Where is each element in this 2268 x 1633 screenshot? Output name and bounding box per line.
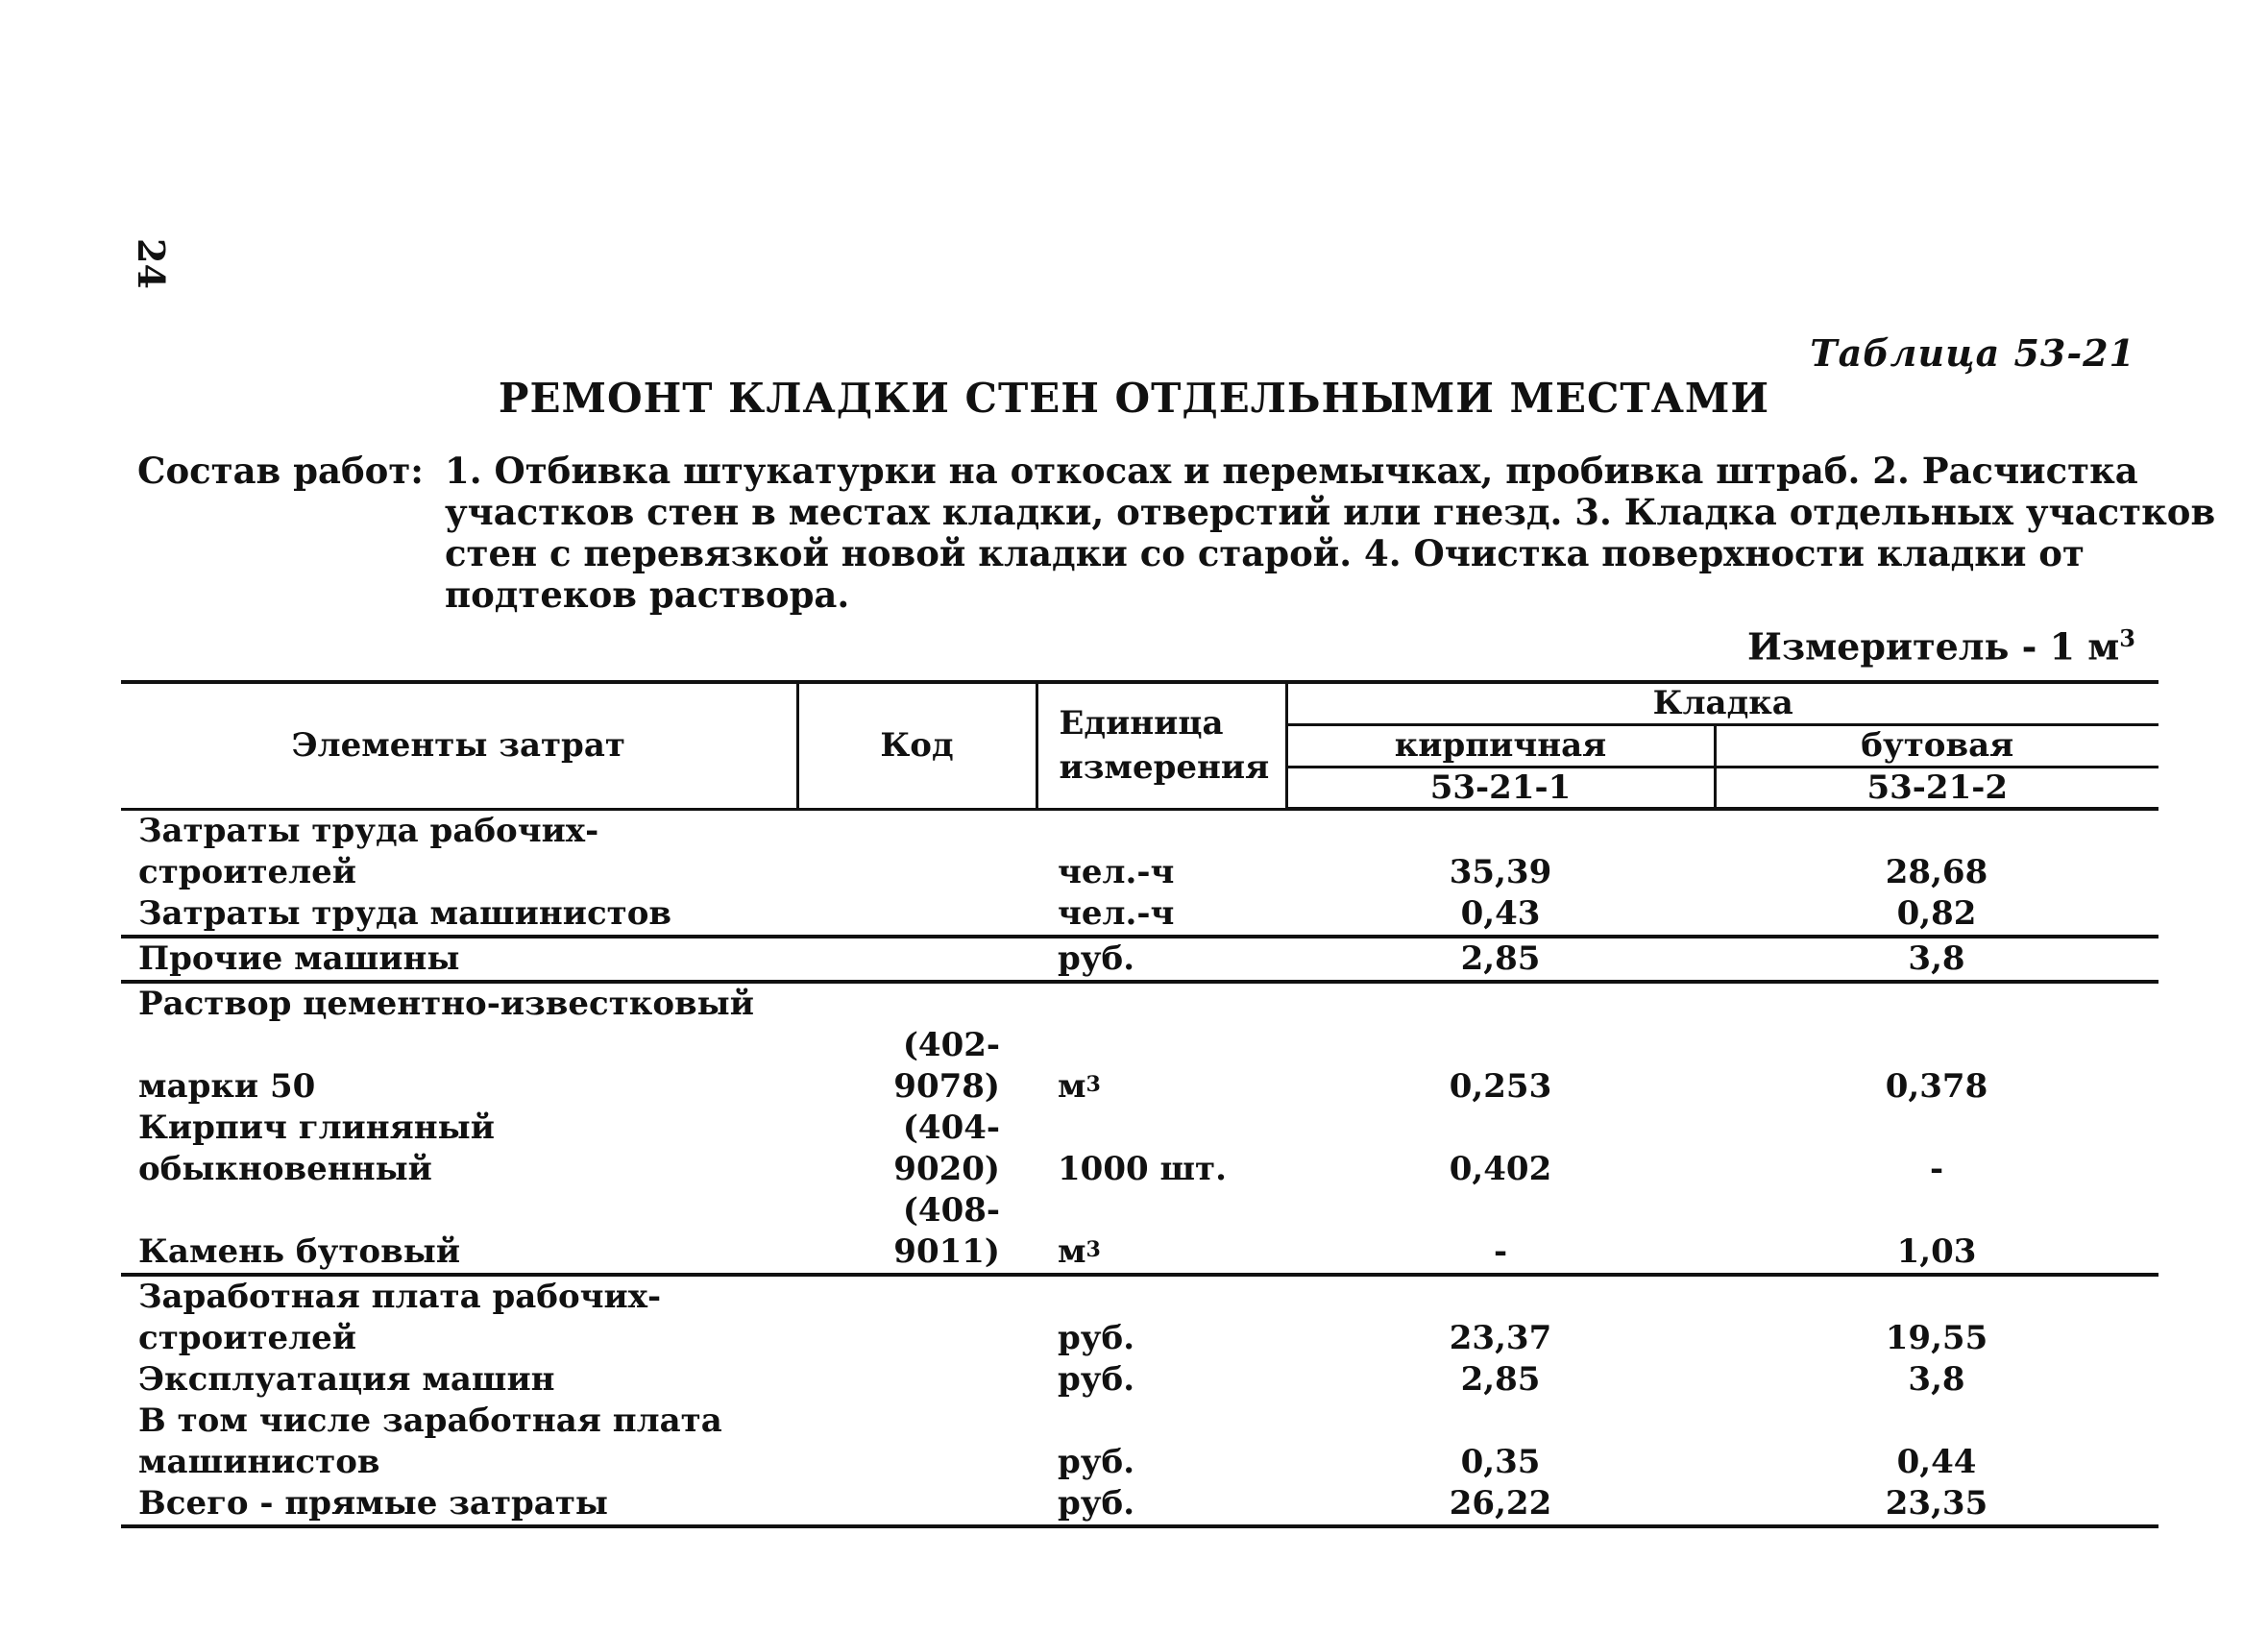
row-name: Раствор цементно-известковый <box>138 984 754 1023</box>
row-value-brick: 35,39 <box>1449 852 1552 891</box>
row-code <box>797 1442 1036 1483</box>
row-code <box>797 1401 1036 1442</box>
row-unit-exponent: 3 <box>1085 1236 1101 1262</box>
table-row <box>121 1318 2158 1359</box>
table-row <box>121 1025 2158 1108</box>
header-unit-line2: измерения <box>1059 748 1270 788</box>
row-unit <box>1036 1275 1286 1318</box>
row-name: Прочие машины <box>121 937 797 982</box>
row-code: (402-9078) <box>893 1025 1000 1106</box>
row-value-rubble: 3,8 <box>1908 1359 1965 1399</box>
header-elements: Элементы затрат <box>121 682 797 809</box>
row-code <box>797 982 1036 1025</box>
row-unit <box>1036 1190 1286 1275</box>
row-unit: чел.-ч <box>1058 852 1175 891</box>
row-value-brick: 0,402 <box>1449 1149 1552 1188</box>
row-code <box>797 1483 1036 1526</box>
row-value-brick: 2,85 <box>1286 937 1715 982</box>
composition-line: участков стен в местах кладки, отверстий или гнезд. 3. Кладка отдельных участков <box>445 491 2216 533</box>
table-row <box>121 937 2158 982</box>
row-name: Эксплуатация машин <box>138 1359 555 1399</box>
page-title: РЕМОНТ КЛАДКИ СТЕН ОТДЕЛЬНЫМИ МЕСТАМИ <box>498 375 1770 422</box>
table-row <box>121 893 2158 937</box>
row-name: Затраты труда машинистов <box>121 893 797 937</box>
row-name: В том числе заработная плата <box>138 1401 722 1440</box>
header-group: Кладка <box>1286 682 2158 724</box>
table-row <box>121 1190 2158 1275</box>
measure-exponent: 3 <box>2119 624 2135 652</box>
row-unit: руб. <box>1058 1359 1135 1399</box>
header-col1: кирпичная <box>1286 724 1715 767</box>
measure-unit <box>1747 624 2135 669</box>
row-unit: руб. <box>1058 1318 1135 1357</box>
row-name: Затраты труда рабочих-строителей <box>138 811 599 891</box>
row-value-rubble: 19,55 <box>1885 1318 1988 1357</box>
row-value-rubble: 28,68 <box>1885 852 1988 891</box>
row-code: (404-9020) <box>893 1108 1000 1188</box>
row-code <box>797 893 1036 937</box>
table-row <box>121 809 2158 893</box>
row-unit <box>1036 1401 1286 1442</box>
row-value-rubble: 0,378 <box>1885 1066 1988 1106</box>
header-code: Код <box>797 682 1036 809</box>
row-value-rubble: 23,35 <box>1715 1483 2158 1526</box>
row-value-brick: 0,253 <box>1449 1066 1552 1106</box>
row-name: Камень бутовый <box>121 1190 797 1275</box>
header-unit <box>1036 682 1286 809</box>
table-reference: Таблица 53-21 <box>1810 331 2135 375</box>
composition-label: Состав работ: <box>137 450 424 492</box>
table-row <box>121 1108 2158 1190</box>
header-col2-code: 53-21-2 <box>1715 767 2158 809</box>
row-value-brick: - <box>1286 1190 1715 1275</box>
row-code <box>797 937 1036 982</box>
row-value-brick: 0,43 <box>1286 893 1715 937</box>
row-value-brick: 2,85 <box>1460 1359 1541 1399</box>
composition-line: стен с перевязкой новой кладки со старой. 4. Очистка поверхности кладки от <box>445 532 2085 574</box>
row-value-rubble: 0,82 <box>1715 893 2158 937</box>
row-name: машинистов <box>138 1442 380 1481</box>
row-unit: 1000 шт. <box>1058 1149 1227 1188</box>
row-unit <box>1036 982 1286 1025</box>
row-value-rubble: 0,44 <box>1896 1442 1977 1481</box>
table-row <box>121 1483 2158 1526</box>
header-unit-line1: Единица <box>1059 704 1224 743</box>
header-col2: бутовая <box>1715 724 2158 767</box>
row-unit: руб. <box>1036 1483 1286 1526</box>
row-value-rubble <box>1715 982 2158 1025</box>
row-unit-text: м <box>1058 1231 1086 1271</box>
row-code <box>797 1318 1036 1359</box>
row-value-brick: 26,22 <box>1286 1483 1715 1526</box>
row-code <box>797 1275 1036 1318</box>
row-name: марки 50 <box>138 1066 316 1106</box>
row-value-rubble <box>1715 1275 2158 1318</box>
row-value-brick <box>1286 1275 1715 1318</box>
row-unit <box>1036 1025 1286 1108</box>
table-row <box>121 1442 2158 1483</box>
row-code <box>797 1359 1036 1401</box>
row-unit: руб. <box>1036 937 1286 982</box>
table-row <box>121 1359 2158 1401</box>
row-value-brick: 0,35 <box>1460 1442 1541 1481</box>
row-unit: руб. <box>1058 1442 1135 1481</box>
measure-label: Измеритель - 1 м <box>1746 624 2120 669</box>
header-col1-code: 53-21-1 <box>1286 767 1715 809</box>
composition-line: 1. Отбивка штукатурки на откосах и перемычках, пробивка штраб. 2. Расчистка <box>445 450 2138 492</box>
row-unit: чел.-ч <box>1036 893 1286 937</box>
row-value-rubble <box>1715 1401 2158 1442</box>
row-value-rubble: - <box>1929 1149 1944 1188</box>
row-name: Заработная плата рабочих- <box>138 1277 662 1316</box>
composition-line: подтеков раствора. <box>445 573 850 616</box>
row-code <box>797 809 1036 893</box>
row-value-brick <box>1286 982 1715 1025</box>
cost-table <box>121 680 2158 1528</box>
row-unit-exponent: 3 <box>1085 1071 1101 1097</box>
row-name: Кирпич глиняный обыкновенный <box>138 1108 495 1188</box>
table-row <box>121 1401 2158 1442</box>
row-unit-text: м <box>1058 1066 1086 1106</box>
row-code: (408-9011) <box>797 1190 1036 1275</box>
table-row <box>121 1275 2158 1318</box>
row-name: Всего - прямые затраты <box>121 1483 797 1526</box>
row-value-brick <box>1286 1401 1715 1442</box>
page-number: 24 <box>130 238 173 289</box>
table-row <box>121 982 2158 1025</box>
row-value-rubble: 3,8 <box>1715 937 2158 982</box>
row-name: строителей <box>138 1318 356 1357</box>
row-value-rubble: 1,03 <box>1715 1190 2158 1275</box>
row-value-brick: 23,37 <box>1449 1318 1552 1357</box>
